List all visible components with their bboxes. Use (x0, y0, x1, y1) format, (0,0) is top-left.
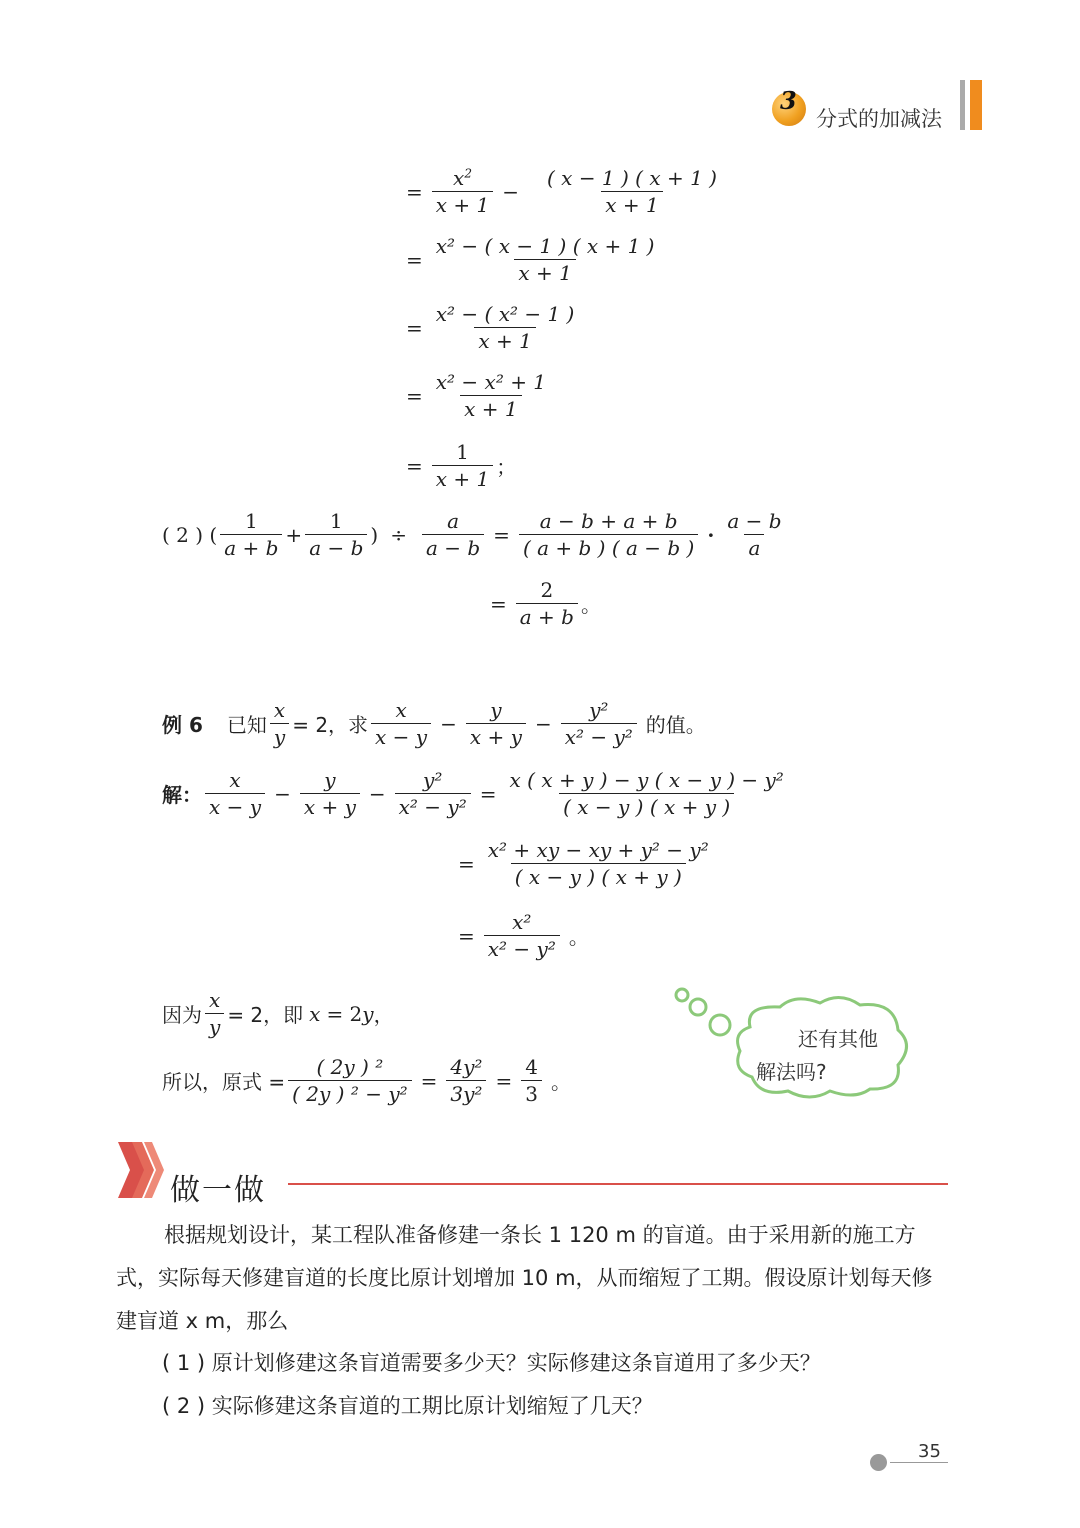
fraction: $\frac{1}{x + 1}$ (432, 440, 493, 491)
example-6: 例 6 已知 $\frac{x}{y}$ = 2，求 $\frac{x}{x - y}$ − $\frac{y}{x + y}$ − $\frac{\text{y²}}{\text{x² − y²}}$ 的值。 (162, 698, 706, 749)
fraction: $\frac{x}{x - y}$ (371, 698, 431, 749)
fraction: $\frac{1}{a - b}$ (305, 509, 367, 560)
solution-line-3: = $\frac{\text{x²}}{\text{x² − y²}}$ 。 (458, 910, 589, 961)
question-1: ( 1 ) 原计划修建这条盲道需要多少天？实际修建这条盲道用了多少天？ (162, 1351, 821, 1375)
fraction: $\frac{( x - 1 ) ( x + 1 )}{x + 1}$ (547, 166, 717, 217)
solution-line-2: = $\frac{\text{x² + xy − xy + y² − y²}}{( x - y ) ( x + y )}$ (452, 838, 716, 889)
fraction: $\frac{x}{y}$ (270, 698, 289, 749)
step-1: = $\frac{x^2}{x + 1}$ − $\frac{( x - 1 ) ( x + 1 )}{x + 1}$ (400, 166, 724, 217)
fraction: $\frac{\text{x ( x + y ) − y ( x − y ) − y²}}{( x - y ) ( x + y )}$ (509, 768, 784, 819)
section-title: 做一做 (170, 1173, 266, 1208)
example-label: 例 6 (162, 713, 203, 737)
section-rule (288, 1183, 948, 1185)
chapter-title: 分式的加减法 (816, 107, 942, 131)
fraction: $\frac{\text{x²}}{\text{x² − y²}}$ (484, 910, 560, 961)
fraction: $\frac{1}{a + b}$ (220, 509, 282, 560)
fraction: $\frac{y}{x + y}$ (466, 698, 526, 749)
header-bar-orange (970, 80, 982, 130)
fraction: $\frac{\text{y²}}{\text{x² − y²}}$ (561, 698, 637, 749)
step-3: = $\frac{\text{x² − ( x² − 1 )}}{x + 1}$ (400, 302, 581, 353)
fraction: $\frac{\text{y²}}{\text{x² − y²}}$ (395, 768, 471, 819)
fraction: $\frac{\text{x² − x² + 1}}{x + 1}$ (435, 370, 547, 421)
part-2-result: = $\frac{2}{a + b}$ 。 (490, 578, 601, 629)
part-2-equation: ( 2 ) ( $\frac{1}{a + b}$ + $\frac{1}{a - b}$ ) ÷ $\frac{a}{a - b}$ = $\frac{a - b + a + b}{( a + b ) ( a - b )}$ · $\frac{a - b}{a}$ (162, 509, 789, 560)
fraction: $\frac{a - b}{a}$ (727, 509, 782, 560)
fraction: $\frac{2}{a + b}$ (516, 578, 578, 629)
fraction: $\frac{\text{4y²}}{\text{3y²}}$ (446, 1055, 486, 1106)
thought-bubble-icon (670, 985, 920, 1105)
fraction: $\frac{\text{x² − ( x − 1 ) ( x + 1 )}}{x + 1}$ (435, 234, 655, 285)
fraction: $\frac{x^2}{x + 1}$ (432, 166, 493, 217)
solution-line-1: 解： $\frac{x}{x - y}$ − $\frac{y}{x + y}$ − $\frac{\text{y²}}{\text{x² − y²}}$ = $\frac{\text{x ( x + y ) − y ( x − y ) − y²}}{( x - y ) ( x + y )}$ (162, 768, 791, 819)
solution-label: 解： (162, 783, 202, 807)
fraction: $\frac{a - b + a + b}{( a + b ) ( a - b )}$ (519, 509, 698, 560)
page-number: 35 (918, 1441, 941, 1462)
chapter-number: 3 (780, 86, 797, 115)
fraction: $\frac{\text{( 2y ) ²}}{\text{( 2y ) ² − y²}}$ (288, 1055, 412, 1106)
question-2: ( 2 ) 实际修建这条盲道的工期比原计划缩短了几天？ (162, 1394, 653, 1418)
step-4: = $\frac{\text{x² − x² + 1}}{x + 1}$ (400, 370, 553, 421)
header-bar-gray (960, 80, 965, 130)
fraction: $\frac{x}{y}$ (205, 988, 224, 1039)
step-2: = $\frac{\text{x² − ( x − 1 ) ( x + 1 )}}{x + 1}$ (400, 234, 662, 285)
fraction: $\frac{y}{x + y}$ (300, 768, 360, 819)
fraction: $\frac{\text{x² − ( x² − 1 )}}{x + 1}$ (435, 302, 575, 353)
page-rule (890, 1462, 948, 1463)
chevron-decoration-icon (116, 1140, 168, 1200)
fraction: $\frac{\text{x² + xy − xy + y² − y²}}{( x - y ) ( x + y )}$ (487, 838, 709, 889)
because-line: 因为 $\frac{x}{y}$ = 2，即 x = 2 y ， (162, 988, 394, 1039)
therefore-line: 所以，原式 = $\frac{\text{( 2y ) ²}}{\text{( 2y ) ² − y²}}$ = $\frac{\text{4y²}}{\text{3y²}}$ = $\frac{4}{3}$ 。 (162, 1055, 571, 1106)
activity-paragraph: 根据规划设计，某工程队准备修建一条长 1 120 m 的盲道。由于采用新的施工方式，实际每天修建盲道的长度比原计划增加 10 m，从而缩短了工期。假设原计划每天修建盲道 x m，那么 (116, 1223, 933, 1333)
bubble-line-1: 还有其他 (798, 1027, 878, 1051)
page-dot-icon (870, 1454, 887, 1471)
fraction: $\frac{4}{3}$ (521, 1055, 542, 1106)
fraction: $\frac{x}{x - y}$ (205, 768, 265, 819)
step-5: = $\frac{1}{x + 1}$ ； (406, 440, 517, 491)
fraction: $\frac{a}{a - b}$ (422, 509, 484, 560)
bubble-line-2: 解法吗? (756, 1060, 827, 1084)
